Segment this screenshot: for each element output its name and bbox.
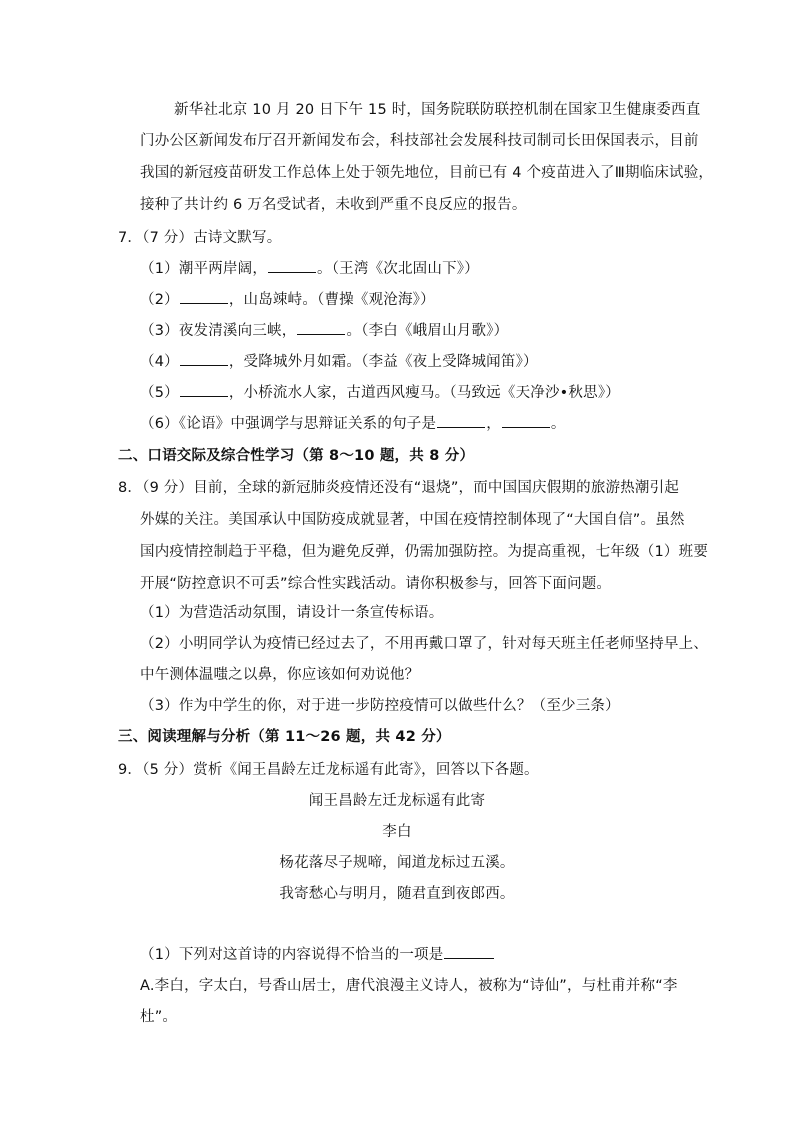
passage-line-4: 接种了共计约 6 万名受试者，未收到严重不良反应的报告。 [140,197,527,213]
q7-stem: 7．（7 分）古诗文默写。 [118,230,282,246]
q9-option-a-line-1: A.李白，字太白，号香山居士，唐代浪漫主义诗人，被称为“诗仙”，与杜甫并称“李 [140,978,678,994]
q7-item-2: （2） ，山岛竦峙。（曹操《观沧海》） [140,292,435,308]
q9-option-a-line-2: 杜”。 [140,1009,178,1025]
q8-line-1: 8．（9 分）目前，全球的新冠肺炎疫情还没有“退烧”，而中国国庆假期的旅游热潮引起 [118,480,680,496]
poem-line-1: 杨花落尽子规啼，闻道龙标过五溪。 [279,855,515,871]
q9-stem: 9．（5 分）赏析《闻王昌龄左迁龙标遥有此寄》，回答以下各题。 [118,762,539,778]
answer-blank [268,271,316,273]
poem-title: 闻王昌龄左迁龙标遥有此寄 [308,793,486,809]
answer-blank [180,364,228,366]
q8-sub-2-line-2: 中午测体温嗤之以鼻，你应该如何劝说他？ [140,667,420,683]
poem-author: 李白 [382,824,412,840]
passage-line-3: 我国的新冠疫苗研发工作总体上处于领先地位，目前已有 4 个疫苗进入了Ⅲ期临床试验， [140,165,714,181]
answer-blank [502,426,550,428]
q7-item-1: （1）潮平两岸阔， 。（王湾《次北固山下》） [140,261,479,277]
section-3-heading: 三、阅读理解与分析（第 11～26 题，共 42 分） [118,729,451,745]
poem-line-2: 我寄愁心与明月，随君直到夜郎西。 [279,886,515,902]
q8-sub-2-line-1: （2）小明同学认为疫情已经过去了，不用再戴口罩了，针对每天班主任老师坚持早上、 [140,636,709,652]
q7-item-3: （3）夜发清溪向三峡， 。（李白《峨眉山月歌》） [140,323,509,339]
q8-line-2: 外媒的关注。美国承认中国防疫成就显著，中国在疫情控制体现了“大国自信”。虽然 [140,512,685,528]
q9-sub-1: （1）下列对这首诗的内容说得不恰当的一项是 [140,945,495,965]
q7-item-5: （5） ，小桥流水人家，古道西风瘦马。（马致远《天净沙•秋思》） [140,385,620,401]
answer-blank [437,426,485,428]
answer-blank [180,302,228,304]
answer-blank [180,395,228,397]
answer-blank [297,333,345,335]
q8-sub-3: （3）作为中学生的你，对于进一步防控疫情可以做些什么？（至少三条） [140,698,620,714]
q8-line-4: 开展“防控意识不可丢”综合性实践活动。请你积极参与，回答下面问题。 [140,576,612,592]
passage-line-2: 门办公区新闻发布厅召开新闻发布会，科技部社会发展科技司制司长田保国表示，目前 [140,133,699,149]
section-2-heading: 二、口语交际及综合性学习（第 8～10 题，共 8 分） [118,448,475,464]
q7-item-4: （4） ，受降城外月如霜。（李益《夜上受降城闻笛》） [140,354,538,370]
answer-blank [444,957,494,959]
passage-line-1: 新华社北京 10 月 20 日下午 15 时，国务院联防联控机制在国家卫生健康委西直 [174,102,701,118]
q8-sub-1: （1）为营造活动氛围，请设计一条宣传标语。 [140,605,444,621]
q7-item-6: （6）《论语》中强调学与思辩证关系的句子是 ， 。 [140,416,566,432]
q8-line-3: 国内疫情控制趋于平稳，但为避免反弹，仍需加强防控。为提高重视，七年级（1）班要 [140,544,709,560]
